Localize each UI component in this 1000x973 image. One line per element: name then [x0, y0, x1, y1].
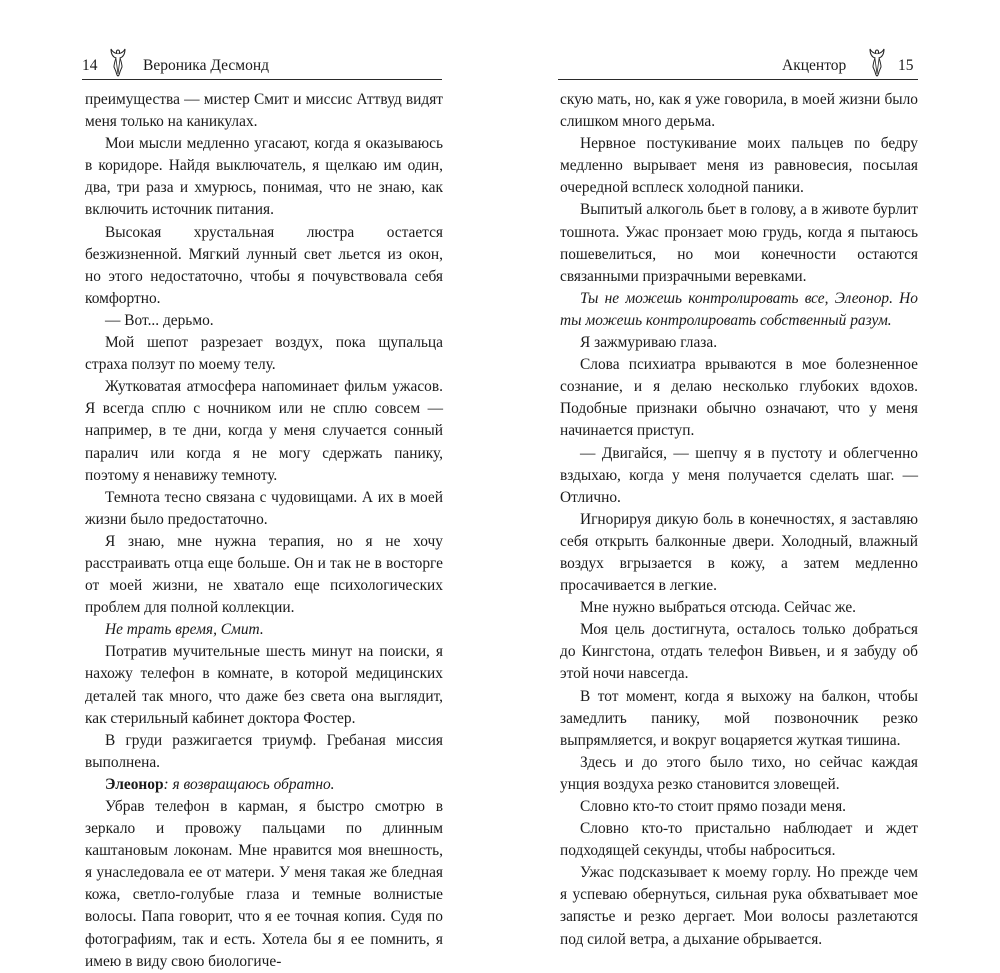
paragraph: Слова психиатра врываются в мое болезненное сознание, и я делаю несколько глубоких вдохов. Подобные признаки обычно означают, что у меня начинается приступ. — [560, 356, 918, 440]
paragraph: — Двигайся, — шепчу я в пустоту и облегченно вздыхаю, когда у меня получается сделать шаг. — Отлично. — [560, 444, 918, 506]
left-running-head: Вероника Десмонд — [143, 57, 270, 74]
paragraph: В тот момент, когда я выхожу на балкон, чтобы замедлить панику, мой позвоночник резко выпрямляется, и вокруг воцаряется жуткая тишина. — [560, 687, 918, 749]
paragraph: — Вот... дерьмо. — [105, 311, 214, 329]
right-running-head: Акцентор — [782, 57, 847, 74]
paragraph: Жутковатая атмосфера напоминает фильм ужасов. Я всегда сплю с ночником или не сплю совсем — например, в те дни, когда у меня случается сонный паралич или когда я не могу сдержать панику, поэтому я ненавижу темноту. — [85, 378, 443, 484]
paragraph-italic: Не трать время, Смит. — [105, 621, 264, 639]
left-page-number: 14 — [82, 57, 98, 74]
message-sender: Элеонор — [105, 775, 164, 793]
header-rule — [82, 79, 442, 80]
paragraph: Словно кто-то пристально наблюдает и ждет подходящей секунды, чтобы наброситься. — [560, 820, 918, 860]
paragraph: Темнота тесно связана с чудовищами. А их в моей жизни было предостаточно. — [85, 488, 443, 528]
paragraph: Ужас подсказывает к моему горлу. Но прежде чем я успеваю обернуться, сильная рука обхватывает мое запястье и резко дергает. Мои волосы разлетаются под силой ветра, а дыхание обрывается. — [560, 864, 918, 948]
winged-figure-icon — [109, 47, 127, 77]
winged-figure-icon — [868, 47, 886, 77]
paragraph: Мой шепот разрезает воздух, пока щупальца страха ползут по моему телу. — [85, 334, 443, 374]
paragraph: Я знаю, мне нужна терапия, но я не хочу расстраивать отца еще больше. Он и так не в восторге от моей жизни, не хватало еще психологических проблем для полной коллекции. — [85, 532, 443, 617]
paragraph: Потратив мучительные шесть минут на поиски, я нахожу телефон в комнате, в которой медицинских деталей так много, что даже без света она выглядит, как стерильный кабинет доктора Фостер. — [85, 643, 443, 727]
paragraph: Нервное постукивание моих пальцев по бедру медленно вырывает меня из равновесия, посылая очередной всплеск холодной паники. — [560, 135, 918, 197]
left-body-text — [85, 89, 443, 973]
paragraph: В груди разжигается триумф. Гребаная миссия выполнена. — [85, 731, 443, 771]
paragraph: Моя цель достигнута, осталось только добраться до Кингстона, отдать телефон Вивьен, и я забуду об этой ночи навсегда. — [560, 621, 918, 683]
paragraph: Игнорируя дикую боль в конечностях, я заставляю себя открыть балконные двери. Холодный, влажный воздух вгрызается в кожу, а затем медленно просачивается в легкие. — [560, 510, 918, 595]
paragraph: Мне нужно выбраться отсюда. Сейчас же. — [580, 599, 857, 617]
right-header — [558, 47, 918, 77]
paragraph: Выпитый алкоголь бьет в голову, а в животе бурлит тошнота. Ужас пронзает мою грудь, когда я пытаюсь пошевелиться, но мои конечности остаются связанными призрачными веревками. — [560, 201, 918, 285]
paragraph: скую мать, но, как я уже говорила, в моей жизни было слишком много дерьма. — [560, 91, 918, 131]
paragraph-italic: Ты не можешь контролировать все, Элеонор. Но ты можешь контролировать собственный разум. — [560, 289, 918, 329]
paragraph: преимущества — мистер Смит и миссис Аттвуд видят меня только на каникулах. — [85, 91, 443, 131]
message-text: : я возвращаюсь обратно. — [163, 775, 335, 793]
header-rule — [558, 79, 918, 80]
paragraph: Здесь и до этого было тихо, но сейчас каждая унция воздуха резко становится зловещей. — [560, 753, 918, 793]
right-body-text — [560, 89, 918, 951]
right-page-number: 15 — [898, 57, 914, 74]
message-line — [85, 774, 443, 796]
left-page — [0, 0, 500, 970]
paragraph: Убрав телефон в карман, я быстро смотрю в зеркало и провожу пальцами по длинным каштановым локонам. Мне нравится моя внешность, я унаследовала ее от матери. У меня такая же бледная кожа, светло-голубые глаза и темные волнистые волосы. Папа говорит, что я ее точная копия. Судя по фотографиям, так и есть. Хотела бы я ее помнить, я имею в виду свою биологиче- — [85, 798, 443, 970]
paragraph: Я зажмуриваю глаза. — [580, 334, 718, 352]
left-header — [82, 47, 442, 77]
paragraph: Словно кто-то стоит прямо позади меня. — [580, 798, 847, 815]
paragraph: Высокая хрустальная люстра остается безжизненной. Мягкий лунный свет льется из окон, но этого недостаточно, чтобы я почувствовала себя комфортно. — [85, 223, 443, 307]
paragraph: Мои мысли медленно угасают, когда я оказываюсь в коридоре. Найдя выключатель, я щелкаю им один, два, три раза и хмурюсь, понимая, что не знаю, как включить источник питания. — [85, 135, 443, 219]
